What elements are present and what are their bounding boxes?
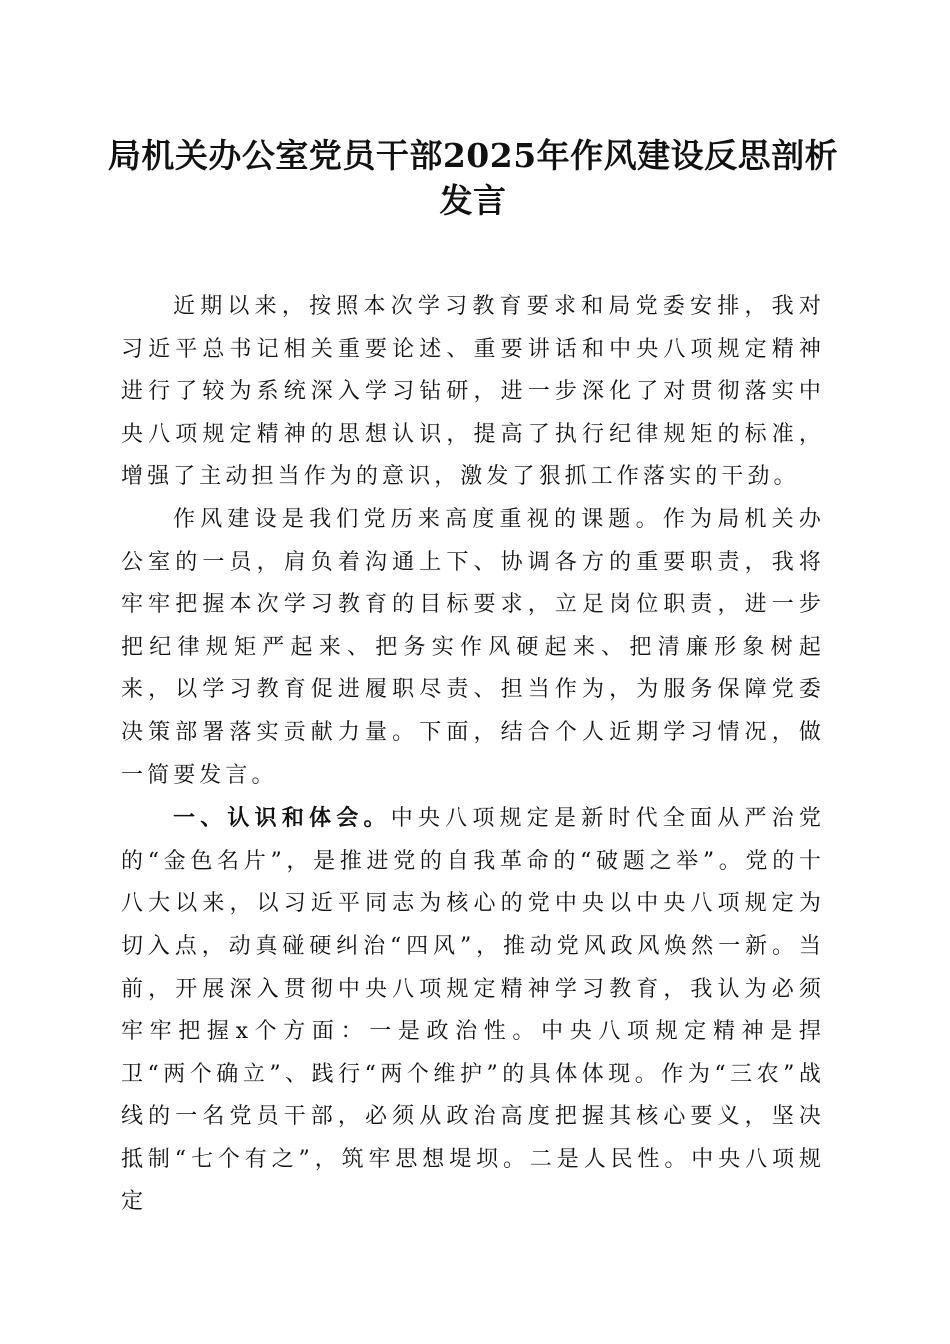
section-heading: 一、认识和体会。 — [173, 805, 391, 832]
paragraph-section-1 — [121, 797, 825, 1224]
paragraph-text: 作风建设是我们党历来高度重视的课题。作为局机关办公室的一员，肩负着沟通上下、协调各方的重要职责，我将牢牢把握本次学习教育的目标要求，立足岗位职责，进一步把纪律规矩严起来、把务实作风硬起来、把清廉形象树起来，以学习教育促进履职尽责、担当作为，为服务保障党委决策部署落实贡献力量。下面，结合个人近期学习情况，做一简要发言。 — [121, 506, 825, 788]
paragraph-context — [121, 499, 825, 797]
document-title: 局机关办公室党员干部2025年作风建设反思剖析发言 — [107, 136, 839, 220]
paragraph-intro — [121, 286, 825, 499]
paragraph-text: 近期以来，按照本次学习教育要求和局党委安排，我对习近平总书记相关重要论述、重要讲话和中央八项规定精神进行了较为系统深入学习钻研，进一步深化了对贯彻落实中央八项规定精神的思想认识，提高了执行纪律规矩的标准，增强了主动担当作为的意识，激发了狠抓工作落实的干劲。 — [121, 294, 825, 490]
paragraph-text: 中央八项规定是新时代全面从严治党的“金色名片”，是推进党的自我革命的“破题之举”。党的十八大以来，以习近平同志为核心的党中央以中央八项规定为切入点，动真碰硬纠治“四风”，推动党风政风焕然一新。当前，开展深入贯彻中央八项规定精神学习教育，我认为必须牢牢把握x个方面：一是政治性。中央八项规定精神是捍卫“两个确立”、践行“两个维护”的具体体现。作为“三农”战线的一名党员干部，必须从政治高度把握其核心要义，坚决抵制“七个有之”，筑牢思想堤坝。二是人民性。中央八项规定 — [121, 806, 825, 1215]
document-page — [107, 133, 839, 1224]
document-body — [121, 286, 825, 1224]
